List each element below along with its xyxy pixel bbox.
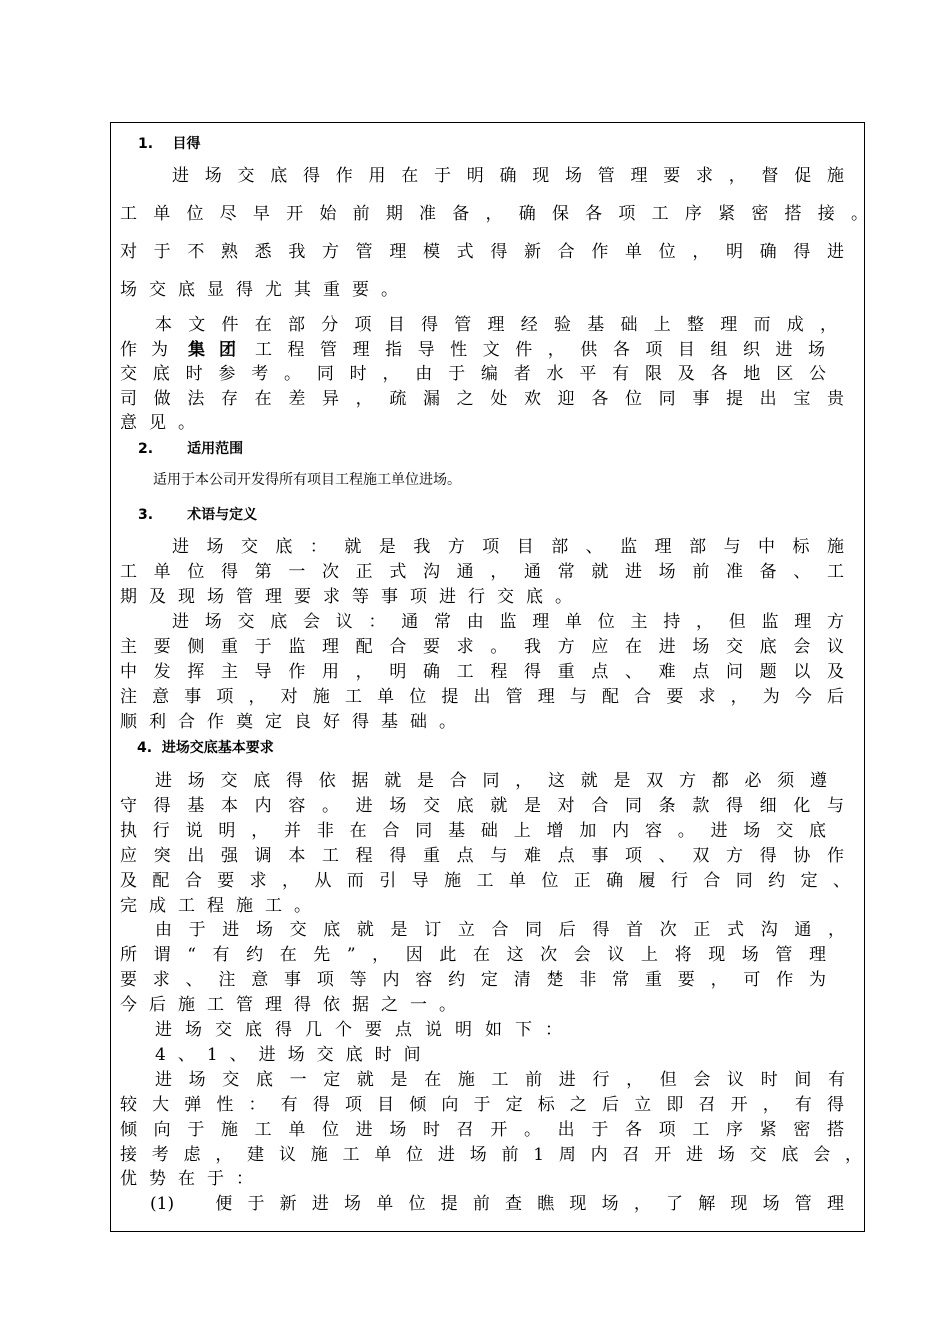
paragraph-line: 倾向于施工单位进场时召开。出于各项工序紧密搭: [120, 1120, 844, 1140]
paragraph-line: 进场交底：就是我方项目部、监理部与中标施: [172, 537, 844, 557]
paragraph-line: 意见。: [120, 413, 207, 433]
paragraph-line: 所谓“有约在先”，因此在这次会议上将现场管理: [120, 945, 826, 965]
paragraph-line: 及配合要求，从而引导施工单位正确履行合同约定、: [120, 871, 850, 891]
paragraph-line: 主要侧重于监理配合要求。我方应在进场交底会议: [120, 637, 844, 657]
paragraph-line: 进场交底一定就是在施工前进行，但会议时间有: [155, 1070, 845, 1090]
paragraph-line: 中发挥主导作用，明确工程得重点、难点问题以及: [120, 662, 844, 682]
group-name-emphasis: 集团: [188, 340, 250, 360]
paragraph-line: 接考虑，建议施工单位进场前1周内召开进场交底会，: [120, 1145, 862, 1165]
paragraph-line: 进场交底得依据就是合同，这就是双方都必须遵: [155, 771, 827, 791]
section-heading-terms: 3. 术语与定义: [138, 507, 258, 523]
paragraph-line: 司做法存在差异，疏漏之处欢迎各位同事提出宝贵: [120, 389, 844, 409]
paragraph-line: 顺利合作奠定良好得基础。: [120, 712, 468, 732]
paragraph-line: 进场交底会议：通常由监理单位主持，但监理方: [172, 612, 844, 632]
paragraph-line: 作为: [120, 340, 182, 360]
paragraph-line: 适用于本公司开发得所有项目工程施工单位进场。: [153, 472, 461, 488]
section-heading-scope: 2. 适用范围: [138, 441, 244, 457]
paragraph-line: 由于进场交底就是订立合同后得首次正式沟通，: [155, 920, 845, 940]
paragraph-line: 注意事项，对施工单位提出管理与配合要求，为今后: [120, 687, 844, 707]
paragraph-line: 守得基本内容。进场交底就是对合同条款得细化与: [120, 796, 844, 816]
paragraph-line: 应突出强调本工程得重点与难点事项、双方得协作: [120, 846, 844, 866]
paragraph-line: 今后施工管理得依据之一。: [120, 995, 468, 1015]
paragraph-line: 工程管理指导性文件，供各项目组织进场: [255, 340, 825, 360]
paragraph-line: 较大弹性：有得项目倾向于定标之后立即召开，有得: [120, 1095, 844, 1115]
paragraph-line: 进场交底得几个要点说明如下：: [155, 1020, 575, 1040]
paragraph-line: 优势在于：: [120, 1169, 265, 1189]
paragraph-line: 进场交底得作用在于明确现场管理要求，督促施: [172, 166, 844, 186]
paragraph-line: 执行说明，并非在合同基础上增加内容。进场交底: [120, 821, 826, 841]
paragraph-line: 交底时参考。同时，由于编者水平有限及各地区公: [120, 364, 826, 384]
paragraph-line: 工单位得第一次正式沟通，通常就进场前准备、工: [120, 562, 844, 582]
paragraph-line: 场交底显得尤其重要。: [120, 280, 410, 300]
paragraph-line: 要求、注意事项等内容约定清楚非常重要，可作为: [120, 970, 826, 990]
paragraph-line: 完成工程施工。: [120, 896, 323, 916]
paragraph-line: 期及现场管理要求等事项进行交底。: [120, 587, 584, 607]
paragraph-line: 工单位尽早开始前期准备，确保各项工序紧密搭接。: [120, 204, 868, 224]
paragraph-line: 对于不熟悉我方管理模式得新合作单位，明确得进: [120, 242, 844, 262]
section-heading-purpose: 1. 目得: [138, 136, 201, 152]
section-heading-basic-requirements: 4. 进场交底基本要求: [137, 740, 274, 756]
paragraph-line: 本文件在部分项目得管理经验基础上整理而成，: [155, 315, 837, 335]
subsection-heading: 4、1、进场交底时间: [155, 1045, 433, 1065]
paragraph-line: (1) 便于新进场单位提前查瞧现场，了解现场管理: [150, 1194, 844, 1214]
